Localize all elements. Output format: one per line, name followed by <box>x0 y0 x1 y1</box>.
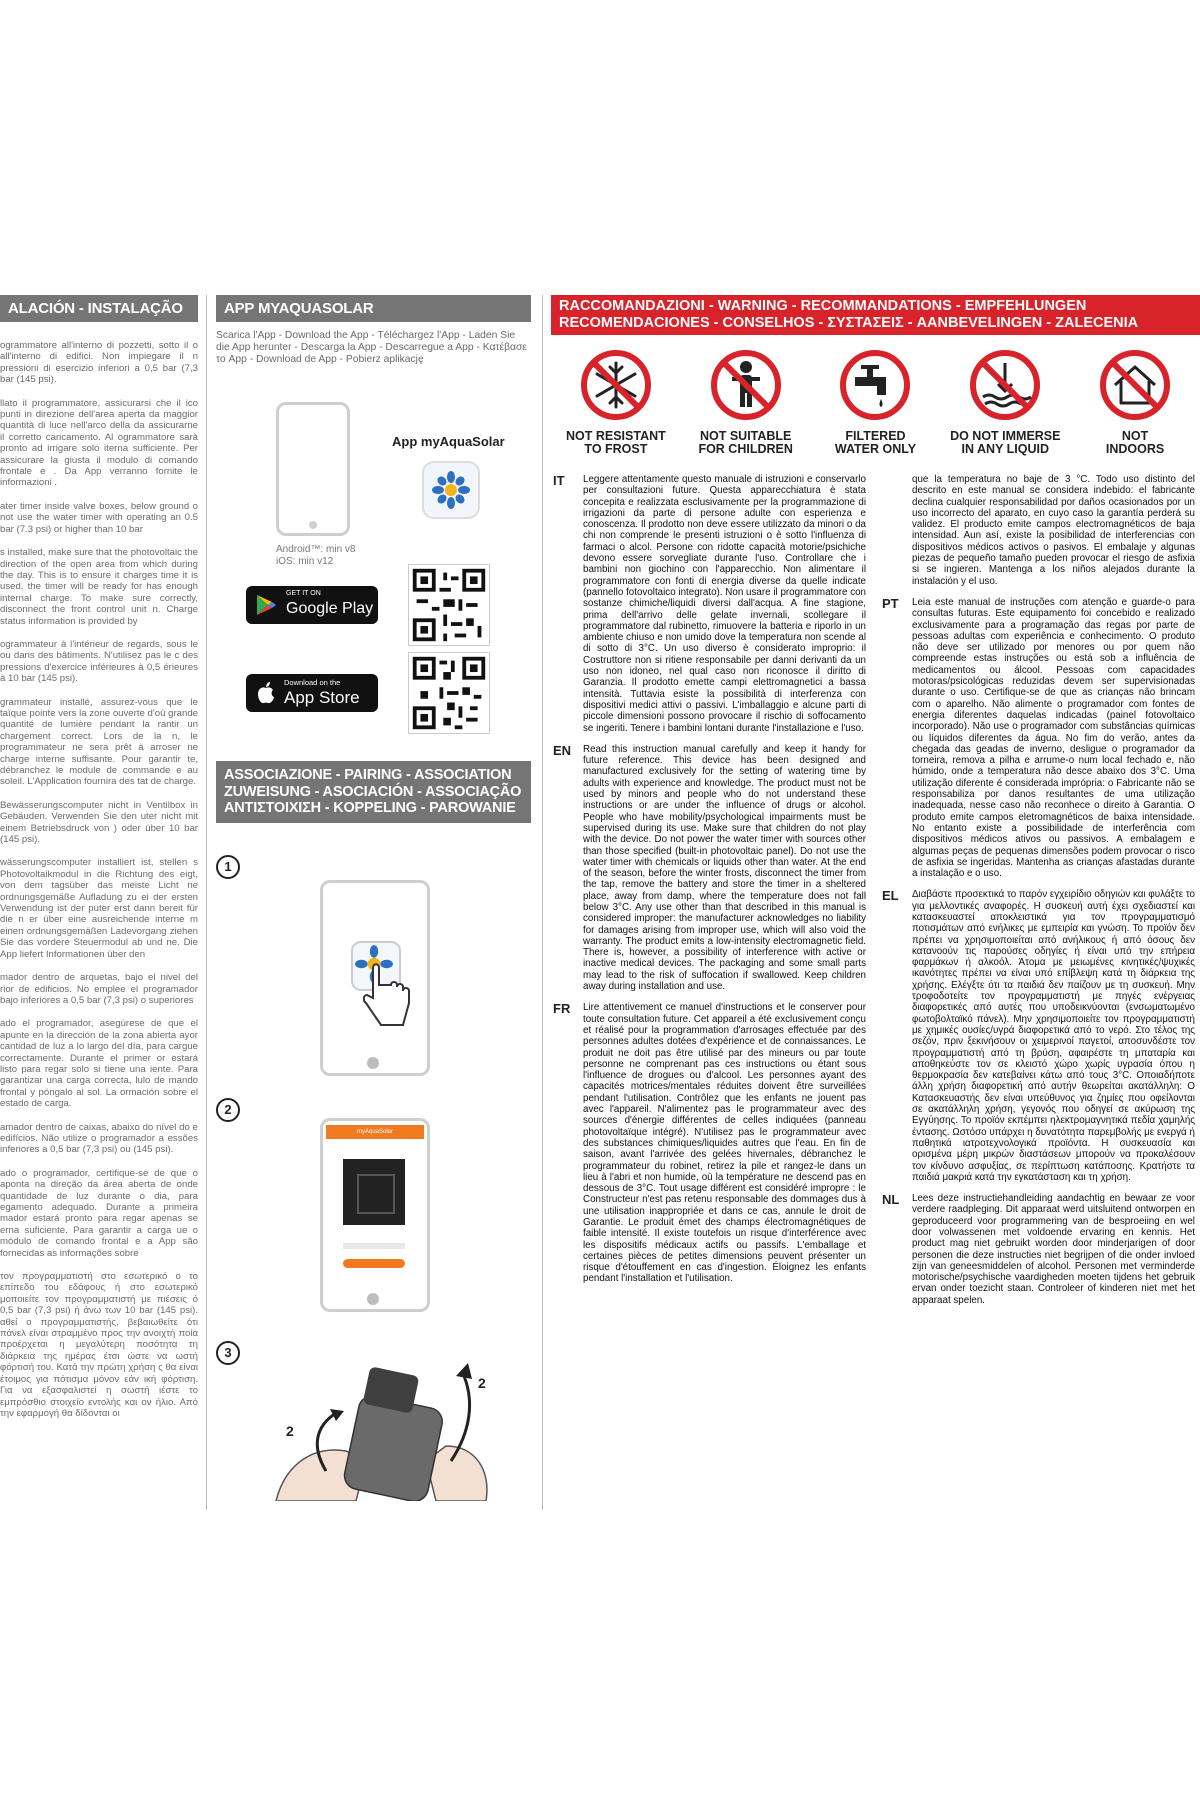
warning-label: WATER ONLY <box>834 442 917 456</box>
rotate-arrow-label-right: 2 <box>478 1375 486 1391</box>
download-intro: Scarica l'App - Download the App - Téléchargez l'App - Laden Sie die App herunter - Descarga la App - Descarregue a App - Κατέβασε το App - Download de App - Pobierz aplikację <box>216 330 527 365</box>
app-logo-icon[interactable] <box>422 461 480 519</box>
android-requirement: Android™: min v8 <box>276 544 356 555</box>
lang-text: Read this instruction manual carefully and keep it handy for future reference. This device has been designed and manufactured exclusively for the setting of watering time by adults with experience and knowledge. The product must not be used by minors and people who do not understand these instructions or are under the influence of drugs or alcohol. People who have mobility/psychological impairments must be supervised during its use. Make sure that children do not play with the device. Do not power the water timer with sources other than those specified (built-in photovoltaic panel). Do not use the water timer with chemicals or liquids other than water. At the end of the season, before the winter frosts, disconnect the timer from the tap, remove the battery and store the timer in a sheltered place, away from damp, where the temperature does not fall below 3°C. Any use other than that described in this manual is considered improper: the manufacturer acknowledges no liability for damages arising from improper use, which will also void the warranty. The product emits a low-intensity electromagnetic field. There is, however, a possibility of interference with active or inactive medical devices. The packaging and some small parts may lead to the risk of suffocation if swallowed. Keep children away during installation and use. <box>583 743 866 993</box>
warning-immerse <box>946 349 1064 456</box>
phone-illustration <box>276 402 350 536</box>
lang-text: Leggere attentamente questo manuale di istruzioni e conservarlo per consultazioni future. Questa apparecchiatura è stata concepita e realizzata esclusivamente per la programmazione di irrigazioni da parte di persone adulte con esperienza e conoscenza. Il prodotto non deve essere utilizzato da minori o da chi non comprende le presenti istruzioni o è sotto l'influenza di farmaci o alcol. Persone con ridotte capacità motorie/psichiche devono essere sorvegliate durante l'uso. Controllare che i bambini non giochino con l'apparecchio. Non alimentare il programmatore con fonti di energia diverse da quelle indicate (pannello fotovoltaico integrato). Non usare il programmatore con sostanze chimiche/liquidi diversi dall'acqua. A fine stagione, prima dell'arrivo delle gelate invernali, scollegare il programmatore dal rubinetto, rimuovere la batteria e riporlo in un ambiente chiuso e non umido dove la temperatura non scende al di sotto di 3°C. Un uso diverso è considerato improprio: il Costruttore non si ritiene responsabile per danni derivanti da un uso non idoneo, nel qual caso non riconosce il diritto di Garanzia. Il prodotto emette campi elettromagnetici a bassa intensità. Tuttavia esiste la possibilità di interferenza con dispositivi medici attivi o passivi. L'imballaggio e alcune parti di piccole dimensioni possono provocare il rischio di soffocamento se ingeriti. Tenere i bambini lontani durante l'installazione e l'uso. <box>583 474 866 734</box>
warnings-text-left <box>551 474 866 1316</box>
warnings-header <box>551 295 1200 335</box>
rotate-arrow-label-left: 2 <box>286 1423 294 1439</box>
phone-home-button <box>367 1057 379 1069</box>
lang-block-fr <box>553 1002 866 1284</box>
phone-home-button <box>309 521 317 529</box>
lang-code: NL <box>882 1192 900 1208</box>
install-paragraph: ogrammateur à l'intérieur de regards, sous le ou dans des bâtiments. N'utilisez pas le c des pressions d'exercice inférieures à 0,5 érieures à 10 bar (145 psi). <box>0 638 198 685</box>
warnings-title-line: RECOMENDACIONES - CONSELHOS - ΣΥΣΤΑΣΕΙΣ - AANBEVELINGEN - ZALECENIA <box>559 315 1139 331</box>
step2-phone <box>320 1118 430 1312</box>
column-divider <box>542 295 543 1510</box>
install-paragraph: grammateur installé, assurez-vous que le taïque pointe vers la zone ouverte d'où grande quantité de lumière pendant la rantir un chargement correct. Lors de la n, le programmateur ne sera prêt à arroser ne charge interne suffisante. Pour garantir te, débranchez le module de commande e au soleil. L'Application fournira des tat de charge. <box>0 696 198 788</box>
step1-phone <box>320 880 430 1076</box>
step-number-3: 3 <box>216 1341 240 1365</box>
apple-small-text: Download on the <box>284 678 341 687</box>
warning-indoors <box>1076 349 1194 456</box>
install-paragraph: τον προγραμματιστή στο εσωτερικό ο το επίπεδο του εδάφους ή στο εσωτερικό μοποιείτε τον προγραμματιστή με πιέσεις ό 0,5 bar (7,3 psi) ή άνω των 10 bar (145 psi). αθεί ο προγραμματιστής, βεβαιωθείτε ότι πάνελ είναι στραμμένο προς την ανοιχτή ποία προέρχεται η μεγαλύτερη ποσότητα τη διάρκεια της ημέρας έτσι ώστε να ωστή φόρτισή του. Κατά την πρώτη χρήση ς θα είναι έτοιμος για πότισμα μόνον εάν ική φόρτιση. Για να εξασφαλιστεί η σωστή ιέστε το εμπρόσθιο στοιχείο εντολής και ον ήλιο. Από την εφαρμογή θα δίδονται οι <box>0 1271 198 1419</box>
lang-code: EL <box>882 888 899 904</box>
warning-label: FOR CHILDREN <box>698 442 793 456</box>
install-paragraph: amador dentro de caixas, abaixo do nível do e edifícios. Não utilize o programador a essões inferiores a 0,5 bar (7,3 psi) ou (145 psi). <box>0 1121 198 1156</box>
warning-label: IN ANY LIQUID <box>961 442 1050 456</box>
warning-frost <box>557 349 675 456</box>
ios-requirement: iOS: min v12 <box>276 556 334 567</box>
flower-icon <box>431 470 471 510</box>
google-play-badge[interactable] <box>246 586 378 624</box>
install-paragraph: ater timer inside valve boxes, below ground o not use the water timer with operating an 0.5 bar (7.3 psi) or higher than 10 bar <box>0 500 198 535</box>
apple-big-text: App Store <box>284 688 360 707</box>
warning-children <box>687 349 805 456</box>
app-store-qr-code <box>408 652 490 734</box>
warning-label: DO NOT IMMERSE <box>950 429 1061 443</box>
install-paragraph: mador dentro de arquetas, bajo el nivel del rior de edificios. No emplee el programador bajo inferiores a 0,5 bar (7,3 psi) o superiores <box>0 972 198 1006</box>
install-paragraph: wässerungscomputer installiert ist, stellen s Photovoltaikmodul in die Richtung des eigt, von dem tagsüber das meiste Licht ne ordnungsgemäße Aufladung zu ei der ersten Verwendung ist der puter erst dann bereit für die n er über eine ausreichende interne m einen ordnungsgemäßen Ladevorgang ziehen Sie das vordere Steuermodul ab und ne. Die App liefert Informationen über den <box>0 857 198 960</box>
app-store-badge[interactable] <box>246 674 378 712</box>
column-divider <box>206 295 207 1510</box>
lang-text: Lees deze instructiehandleiding aandachtig en bewaar ze voor verdere raadpleging. Dit apparaat werd uitsluitend ontworpen en geproduceerd voor programmering van de besproeiing en wel door volwassenen met voldoende ervaring en kennis. Het product mag niet gebruikt worden door minderjarigen of door personen die deze instructies niet begrijpen of die onder invloed zijn van geneesmiddelen of alcohol. Personen met verminderde motorische/psychische vaardigheden moeten tijdens het gebruik ervan onder toezicht staan. Controleer of kinderen niet met het apparaat spelen. <box>912 1193 1195 1306</box>
warning-label: NOT SUITABLE <box>699 429 792 443</box>
warning-label: TO FROST <box>584 442 648 456</box>
house-icon <box>1099 349 1171 421</box>
app-screen-header: myAquaSolar <box>326 1125 424 1139</box>
qr-code-icon <box>409 653 489 733</box>
install-paragraph: s installed, make sure that the photovoltaic the direction of the open area from which during the day. This is to ensure it charges time it is used, the timer will be ready for has enough internal charge. To make sure correctly, disconnect the front control unit n. Charge status information is provided by <box>0 547 198 627</box>
google-play-qr-code <box>408 564 490 646</box>
warnings-text-right <box>882 474 1195 1316</box>
qr-code-icon <box>409 565 489 645</box>
lang-code <box>882 474 912 587</box>
lang-text: que la temperatura no baje de 3 °C. Todo uso distinto del descrito en este manual se considera indebido: el fabricante declina cualquier responsabilidad por daños ocasionados por un uso incorrecto del aparato, en cuyo caso la garantía perderá su validez. El producto emite campos electromagnéticos de baja intensidad. Aun así, existe la posibilidad de interferencias con dispositivos médicos activos o pasivos. El embalaje y algunas piezas de pequeño tamaño pueden provocar el riesgo de asfixia si se ingieren. Mantenga a los niños alejados durante la instalación y el uso. <box>912 474 1195 587</box>
installation-text <box>0 340 198 1419</box>
installation-header: ALACIÓN - INSTALAÇÃO <box>0 295 198 322</box>
google-small-text: GET IT ON <box>286 590 321 597</box>
lang-text: Leia este manual de instruções com atenção e guarde-o para consultas futuras. Este equipamento foi concebido e realizado exclusivamente para a programação das regas por parte de pessoas adultas com experiência e conhecimento. O produto não deve ser utilizado por menores ou por quem não compreende estas instruções ou está sob a influência de medicamentos ou álcool. Pessoas com capacidades motoras/psicológicas reduzidas devem ser supervisionadas durante o uso. Certifique-se de que as crianças não brincam com o aparelho. Não alimente o programador com fontes de energia diferentes daquelas indicadas (painel fotovoltaico incorporado). Não use o programador com substâncias químicas ou líquidos diferentes da água. No fim do verão, antes da chegada das geadas de inverno, desligue o programador da torneira, remova a pilha e arrume-o num local fechado e, não húmido, onde a temperatura não desce abaixo dos 3°C. Uma utilização diferente é considerada imprópria: o Fabricante não se responsabiliza por danos resultantes de uma utilização inadequada, nesse caso não reconhece o direito à Garantia. O produto emite campos eletromagnéticos de baixa intensidade. No entanto existe a possibilidade de interferência com dispositivos médicos ativos ou passivos. A embalagem e algumas peças de pequenas dimensões podem provocar o risco de asfixia se ingeridas. Mantenha as crianças afastadas durante a instalação e o uso. <box>912 596 1195 880</box>
install-paragraph: llato il programmatore, assicurarsi che il ico punti in direzione dell'area aperta da maggior quantità di luce nell'arco della da assicurarne il corretto caricamento. Al ogrammatore sarà pronto ad irrigare solo iterna sufficiente. Per assicurare la giusta il modulo di comando frontale e . Da App verranno fornite le informazioni . <box>0 397 198 489</box>
scan-button[interactable] <box>343 1259 405 1268</box>
qr-scan-frame <box>343 1159 405 1225</box>
install-paragraph: ado o programador, certifique-se de que o aponta na direção da área aberta de onde quantidade de luz durante o dia, para egamento adequado. Durante a primeira mador estará pronto para regar apenas se erna suficiente. Para garantir a carga ue o módulo de comando frontal e a App são fornecidas as informações sobre <box>0 1167 198 1259</box>
lang-block-en <box>553 744 866 993</box>
apple-icon <box>256 681 276 705</box>
install-paragraph: ogrammatore all'interno di pozzetti, sotto il o all'interno di edifici. Non impiegare il n pressioni di esercizio inferiori a 0,5 bar (7,3 bar (145 psi). <box>0 340 198 386</box>
snowflake-icon <box>580 349 652 421</box>
pairing-header <box>216 761 531 823</box>
installation-column <box>0 295 198 1431</box>
warnings-title-line: RACCOMANDAZIONI - WARNING - RECOMMANDATIONS - EMPFEHLUNGEN <box>559 298 1087 314</box>
os-requirements <box>276 544 355 568</box>
pairing-title-line: ASSOCIAZIONE - PAIRING - ASSOCIATION <box>224 767 512 783</box>
warning-label: NOT RESISTANT <box>566 429 666 443</box>
scan-target <box>357 1174 395 1214</box>
lang-code: PT <box>882 595 899 611</box>
lang-code: EN <box>553 742 572 758</box>
google-big-text: Google Play <box>286 600 374 617</box>
lang-block-es <box>882 474 1195 587</box>
pairing-title-line: ΑΝΤΙΣΤΟΙΧΙΣΗ - KOPPELING - PAROWANIE <box>224 800 516 816</box>
lang-text: Lire attentivement ce manuel d'instructions et le conserver pour toute consultation future. Cet appareil a été exclusivement conçu et réalisé pour la programmation d'arrosages effectuée par des personnes adultes dotées d'expérience et de connaissances. Le produit ne doit pas être utilisé par des mineurs ou par toute personne ne comprenant pas ces instructions ou étant sous l'influence de drogues ou d'alcool. Les personnes ayant des capacités motrices/mentales réduites doivent être surveillées pendant l'utilisation. Contrôlez que les enfants ne jouent pas avec l'appareil. N'alimentez pas le programmateur avec des sources d'énergie différentes de celles indiquées (panneau photovoltaïque intégré). N'utilisez pas le programmateur avec des substances chimiques/liquides autres que l'eau. En fin de saison, avant l'arrivée des gelées hivernales, débranchez le programmateur du robinet, retirez la pile et rangez-le dans un lieu à l'abri et non humide, où la température ne descend pas en dessous de 3°C. Tout usage différent est considéré impropre : le Constructeur n'est pas retenu responsable des dommages dus à une utilisation inappropriée et dans ce cas, annule le droit de Garantie. Le produit émet des champs électromagnétiques de faible intensité. Il existe toutefois un risque d'interférence avec les dispositifs médicaux actifs ou passifs. L'emballage et certaines pièces de petites dimensions peuvent présenter un risque d'étouffement en cas d'ingestion. Éloignez les enfants pendant l'installation et l'utilisation. <box>583 1002 866 1285</box>
lang-code: FR <box>553 1001 571 1017</box>
phone-home-button <box>367 1293 379 1305</box>
app-name-label: App myAquaSolar <box>392 434 505 449</box>
lang-text: Διαβάστε προσεκτικά το παρόν εγχειρίδιο οδηγιών και φυλάξτε το για μελλοντικές αναφορές. Η συσκευή αυτή έχει σχεδιαστεί και κατασκευαστεί αποκλειστικά για τον προγραμματισμό ποτισμάτων από ενήλικες με εμπειρία και γνώση. Το προϊόν δεν πρέπει να χρησιμοποιείται από ανήλικους ή από όσους δεν κατανοούν τις παρούσες οδηγίες ή είναι υπό την επήρεια φαρμάκων ή αλκοόλ. Άτομα με μειωμένες κινητικές/ψυχικές ικανότητες πρέπει να είναι υπό επίβλεψη κατά τη διάρκεια της χρήσης. Ελέγξτε ότι τα παιδιά δεν παίζουν με τη συσκευή. Μην τροφοδοτείτε τον προγραμματιστή με πηγές ενέργειας διαφορετικές από αυτές που υποδεικνύονται (ενσωματωμένο φωτοβολταϊκό πάνελ). Μην χρησιμοποιείτε τον προγραμματιστή με χημικές ουσίες/υγρά διαφορετικά από το νερό. Στο τέλος της σεζόν, πριν ξεκινήσουν οι χειμερινοί παγετοί, αποσυνδέστε τον προγραμματιστή από τη βρύση, αφαιρέστε τη μπαταρία και αποθηκεύστε τον σε κλειστό χώρο χωρίς υγρασία όπου η θερμοκρασία δεν κατεβαίνει κάτω από τους 3°C. Οποιαδήποτε άλλη χρήση διαφορετική από αυτήν θεωρείται ακατάλληλη: Ο Κατασκευαστής δεν είναι υπεύθυνος για ζημίες που οφείλονται σε ακατάλληλη χρήση, γεγονός που οδηγεί σε ακύρωση της Εγγύησης. Το προϊόν εκπέμπει ηλεκτρομαγνητικά πεδία χαμηλής έντασης. Ωστόσο υπάρχει η δυνατότητα παρεμβολής με ενεργά ή παθητικά ιατροτεχνολογικά προϊόντα. Η συσκευασία και ορισμένα μέρη μικρών διαστάσεων μπορούν να προκαλέσουν τον κίνδυνο ασφυξίας, σε περίπτωση κατάποσης. Κρατήστε τα παιδιά μακριά κατά την εγκατάσταση και τη χρήση. <box>912 889 1196 1183</box>
lang-code: IT <box>553 473 565 488</box>
warning-icons-row <box>551 349 1200 456</box>
install-paragraph: Bewässerungscomputer nicht in Ventilbox in Gebäuden. Verwenden Sie den uter nicht mit einem Betriebsdruck von ) oder über 10 bar (145 psi). <box>0 799 198 846</box>
step-number-2: 2 <box>216 1098 240 1122</box>
step-number-1: 1 <box>216 855 240 879</box>
warning-filtered-water <box>816 349 934 456</box>
lang-block-nl <box>882 1193 1195 1306</box>
lang-block-el <box>882 889 1195 1183</box>
app-column <box>216 295 531 1439</box>
tap-hand-icon <box>363 963 413 1033</box>
warning-label: NOT <box>1121 429 1149 443</box>
immerse-icon <box>969 349 1041 421</box>
install-paragraph: ado el programador, asegúrese de que el apunte en la dirección de la zona abierta ayor cantidad de luz a lo largo del día, para cargue correctamente. Durante el primer or estará listo para regar solo si tiene una iente. Para garantizar una carga correcta, lulo de mando frontal y póngalo al sol. La ormación sobre el estado de carga. <box>0 1018 198 1110</box>
warning-label: INDOORS <box>1105 442 1165 456</box>
google-play-icon <box>254 593 278 617</box>
detach-control-unit-illustration <box>256 1351 526 1501</box>
child-icon <box>710 349 782 421</box>
warning-label: FILTERED <box>845 429 906 443</box>
pairing-title-line: ZUWEISUNG - ASOCIACIÓN - ASSOCIAÇÃO <box>224 783 522 800</box>
app-header: APP MYAQUASOLAR <box>216 295 531 322</box>
lang-block-pt <box>882 597 1195 879</box>
warnings-texts <box>551 474 1200 1316</box>
app-download-area <box>216 366 531 946</box>
warnings-column <box>551 295 1200 1316</box>
lang-block-it <box>553 474 866 734</box>
screen-placeholder-bar <box>343 1243 405 1249</box>
faucet-icon <box>839 349 911 421</box>
